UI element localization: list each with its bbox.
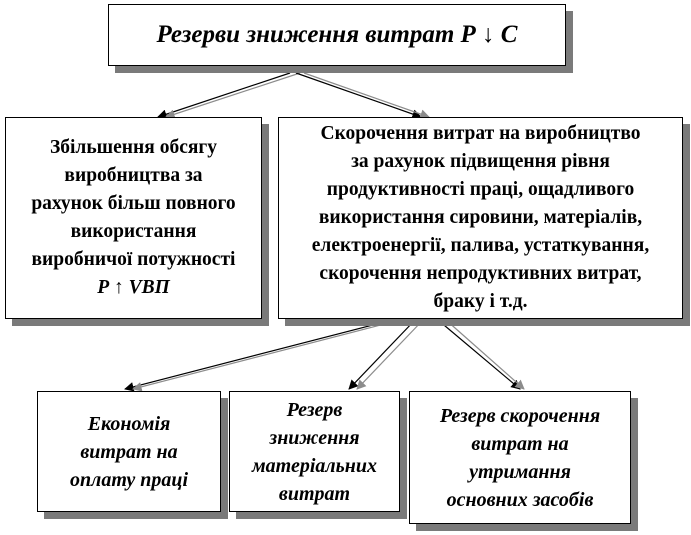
branch-left-line: рахунок більш повного (31, 193, 236, 214)
leaf-box-material-cost-reserve (229, 391, 400, 512)
branch-left-line: Р ↑ VВП (97, 277, 170, 298)
leaf-box-labor-cost-savings (37, 391, 221, 512)
root-box (108, 4, 566, 66)
arrow-root-to-left-gray (166, 73, 300, 117)
arrow-right-to-leaf1-black (125, 320, 392, 389)
leaf-3-line: Резерв скорочення (439, 404, 601, 427)
leaf-2-line: зниження (269, 426, 360, 449)
leaf-3-line: витрат на (471, 432, 569, 455)
leaf-3-line: основних засобів (446, 488, 594, 511)
arrow-right-to-leaf3-black (438, 320, 520, 389)
branch-left-line: виробництва за (64, 165, 203, 186)
root-title: Резерви зниження витрат Р ↓ С (156, 21, 518, 48)
leaf-1-line: Економія (87, 412, 171, 435)
leaf-2-line: витрат (278, 482, 351, 505)
arrow-right-to-leaf3-gray (446, 320, 524, 389)
arrow-root-to-left-black (158, 73, 290, 117)
leaf-2-line: матеріальних (251, 454, 378, 477)
branch-right-line: Скорочення витрат на виробництво (320, 123, 641, 144)
branch-left-line: виробничої потужності (31, 249, 236, 270)
arrow-root-to-right-black (296, 73, 421, 117)
leaf-1-line: оплату праці (69, 468, 189, 491)
branch-left-line: використання (70, 221, 197, 242)
arrow-root-to-right-gray (304, 73, 429, 117)
leaf-1-line: витрат на (80, 440, 178, 463)
branch-right-line: скорочення непродуктивних витрат, (319, 263, 642, 284)
branch-right-line: браку і т.д. (433, 291, 528, 312)
leaf-2-line: Резерв (286, 398, 343, 421)
branch-right-line: використання сировини, матеріалів, (318, 207, 643, 228)
branch-right-line: електроенергії, палива, устаткування, (311, 235, 650, 256)
leaf-3-line: утримання (469, 460, 571, 483)
arrow-right-to-leaf1-gray (133, 320, 400, 389)
branch-left-line: Збільшення обсягу (49, 137, 218, 158)
branch-right-line: за рахунок підвищення рівня (351, 151, 610, 172)
leaf-box-fixed-assets-maintenance-reserve (409, 391, 631, 524)
branch-box-reduce-costs (278, 117, 683, 319)
arrow-right-to-leaf2-gray (357, 320, 423, 389)
branch-box-increase-volume (5, 117, 262, 319)
arrow-right-to-leaf2-black (349, 320, 415, 389)
branch-right-line: продуктивності праці, ощадливого (326, 179, 635, 200)
